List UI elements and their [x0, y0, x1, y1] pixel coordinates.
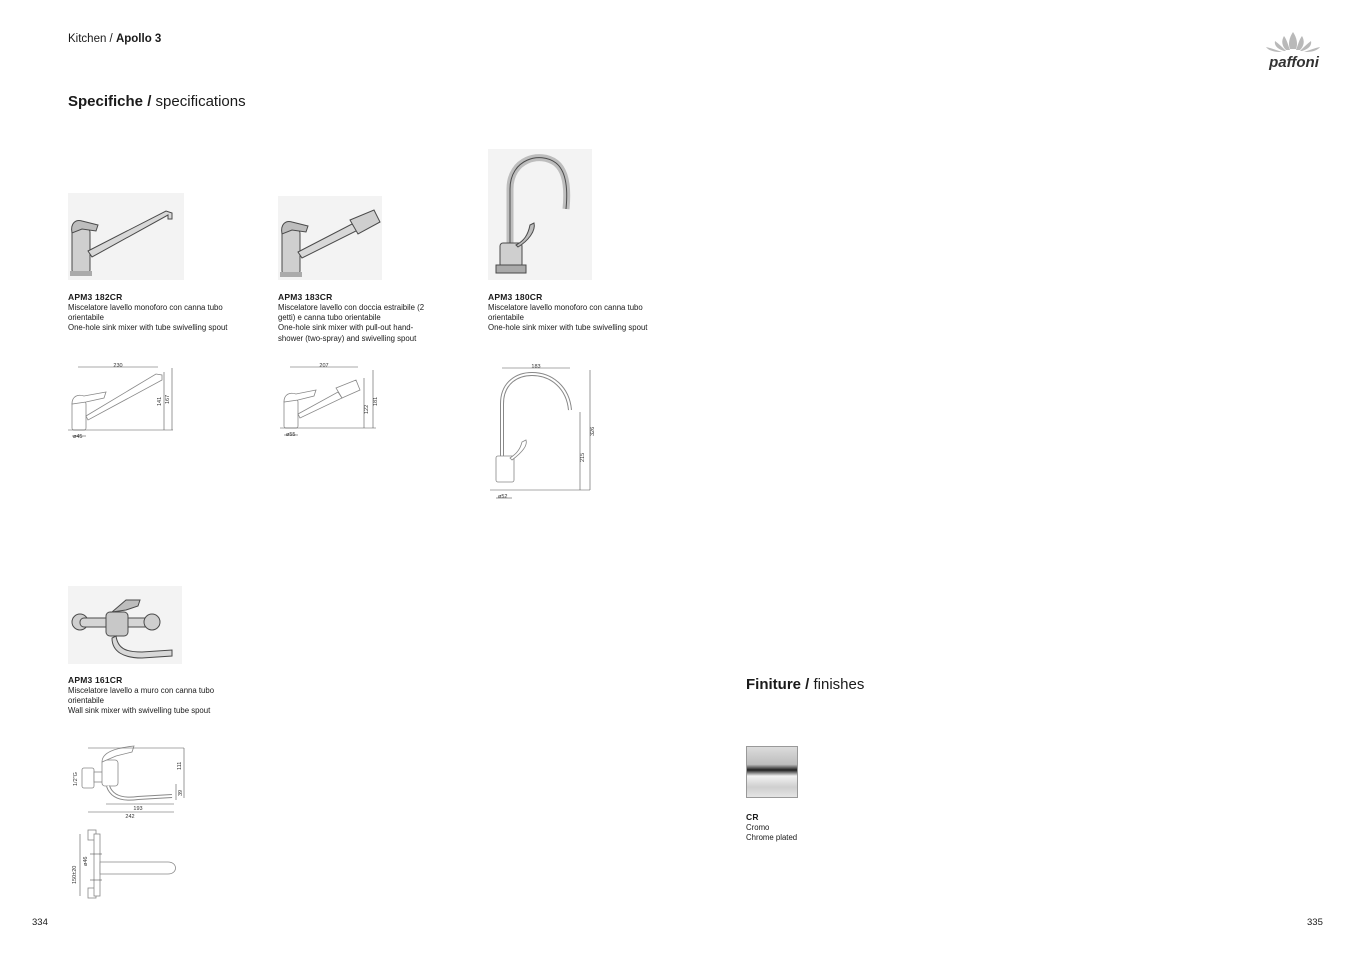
- dim-centers: 150±20: [72, 865, 78, 884]
- logo-text: paffoni: [1269, 54, 1319, 70]
- product-info-apm3-182cr: [68, 292, 228, 334]
- specs-title-light: specifications: [155, 93, 246, 110]
- dim-base: ø55: [286, 432, 296, 438]
- dim-h1: 122: [364, 404, 370, 414]
- product-desc-it: Miscelatore lavello con doccia estraibile (2 getti) e canna tubo orientabile: [278, 303, 425, 323]
- finishes-title-light: finishes: [813, 676, 865, 693]
- product-code: APM3 180CR: [488, 292, 543, 302]
- dim-h2: 181: [373, 396, 379, 406]
- product-code: APM3 182CR: [68, 292, 123, 302]
- dim-h1: 111: [177, 761, 183, 770]
- dim-h2: 326: [590, 426, 596, 436]
- product-image-apm3-161cr: [68, 586, 182, 664]
- technical-drawing-apm3-180cr: [488, 360, 598, 504]
- dim-h1: 215: [580, 452, 586, 462]
- dim-h2: 39: [178, 789, 184, 796]
- product-code: APM3 161CR: [68, 675, 123, 685]
- breadcrumb-current: Apollo 3: [115, 33, 162, 45]
- product-code: APM3 183CR: [278, 292, 333, 302]
- product-desc-en: One-hole sink mixer with pull-out hand-shower (two-spray) and swivelling spout: [278, 323, 417, 343]
- product-desc-en: One-hole sink mixer with tube swivelling spout: [68, 323, 228, 333]
- finishes-title: [746, 676, 864, 693]
- dim-w1: 193: [133, 806, 143, 812]
- dim-width: 230: [113, 363, 123, 369]
- finish-name-en: Chrome plated: [746, 833, 798, 843]
- product-desc-it: Miscelatore lavello monoforo con canna tubo orientabile: [68, 303, 223, 323]
- dim-base: ø45: [73, 434, 83, 440]
- page-number-left: 334: [32, 917, 48, 928]
- technical-drawing-apm3-183cr: [278, 360, 388, 442]
- finish-swatch-chrome: [746, 746, 798, 798]
- dim-base: ø52: [498, 494, 508, 500]
- dim-dia: ø46: [83, 856, 89, 866]
- product-info-apm3-161cr: [68, 675, 238, 717]
- finish-code: CR: [746, 812, 759, 822]
- breadcrumb-section: Kitchen /: [68, 33, 116, 45]
- dim-width: 207: [319, 363, 329, 369]
- finish-name-it: Cromo: [746, 823, 770, 832]
- specs-title: [68, 93, 246, 110]
- product-desc-en: Wall sink mixer with swivelling tube spout: [68, 706, 211, 716]
- product-info-apm3-183cr: [278, 292, 438, 344]
- dim-w2: 242: [125, 814, 135, 820]
- specs-title-bold: Specifiche /: [68, 93, 156, 110]
- product-image-apm3-183cr: [278, 196, 382, 280]
- dim-width: 183: [531, 364, 541, 370]
- product-desc-it: Miscelatore lavello monoforo con canna tubo orientabile: [488, 303, 643, 323]
- product-desc-it: Miscelatore lavello a muro con canna tubo orientabile: [68, 686, 215, 706]
- brand-logo: [1262, 30, 1326, 70]
- product-image-apm3-180cr: [488, 149, 592, 280]
- finish-info-cr: [746, 812, 866, 843]
- dim-h1: 141: [157, 396, 163, 406]
- technical-drawing-apm3-161cr-front: [68, 742, 192, 820]
- product-info-apm3-180cr: [488, 292, 648, 334]
- dim-h2: 167: [165, 394, 171, 404]
- breadcrumb: [68, 33, 161, 45]
- product-desc-en: One-hole sink mixer with tube swivelling spout: [488, 323, 648, 333]
- dim-thread: 1/2"G: [73, 772, 79, 786]
- finishes-title-bold: Finiture /: [746, 676, 814, 693]
- product-image-apm3-182cr: [68, 193, 184, 280]
- technical-drawing-apm3-182cr: [68, 360, 188, 442]
- page-number-right: 335: [1307, 917, 1323, 928]
- technical-drawing-apm3-161cr-top: [68, 826, 192, 906]
